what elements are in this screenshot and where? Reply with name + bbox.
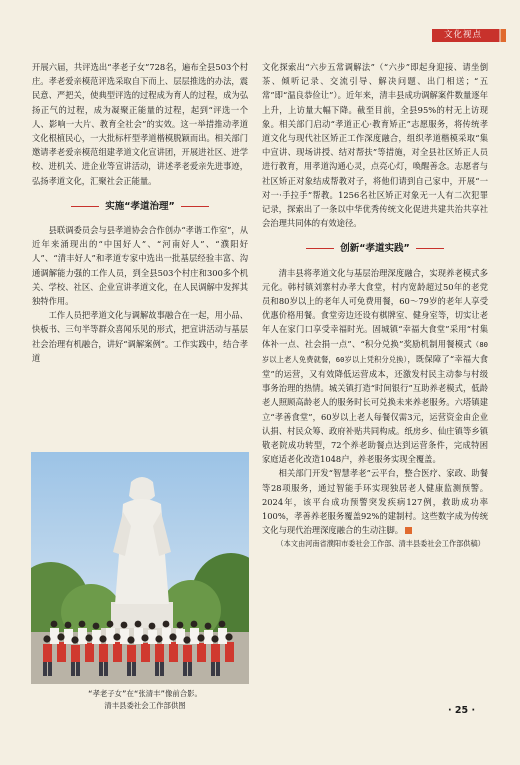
- group-photo: [31, 452, 249, 684]
- section-tab-arrow: [494, 29, 506, 42]
- right-paragraph-2: [262, 266, 488, 467]
- right-paragraph-3: [262, 466, 488, 537]
- photo-caption: [40, 688, 250, 712]
- left-paragraph-1: 开展六届，共评选出“孝老子女”728名，遍布全县503个村庄。孝老爱亲模范评选采取自下而上、层层推选的办法，震民意、严把关，使典型评选的过程成为育人的过程，成为弘扬正气的过程，成为凝聚正能量的过程，起到“评选一个人、影响一大片、教育全社会”的实效。这一举措推动孝道文化根植民心，一大批标杆型孝道楷模脱颖而出。相关部门邀请孝老爱亲模范组建孝道文化宣讲团，开展进社区、进学校、进机关、进企业等宣讲活动，讲述孝老爱亲先进事迹，弘扬孝道文化，汇聚社会正能量。: [32, 62, 248, 186]
- heading-practice: [262, 242, 488, 256]
- caption-line-2: 清丰县委社会工作部供图: [104, 701, 186, 710]
- section-label: 文化视点: [432, 29, 494, 42]
- heading-text: 实施“孝道治理”: [105, 200, 175, 212]
- heading-rule-left: [71, 206, 99, 207]
- end-mark-icon: [405, 527, 412, 534]
- heading-text: 创新“孝道实践”: [340, 243, 410, 255]
- paragraph-2-note: （80岁以上老人免费就餐，60岁以上凭积分兑换）: [262, 339, 488, 364]
- caption-line-1: “孝老子女”在“张清丰”像前合影。: [88, 689, 202, 698]
- paragraph-3-text: 相关部门开发“智慧孝老”云平台，整合医疗、家政、助餐等28项服务，通过智能手环实现独居老人健康监测预警。2024年，该平台成功预警突发疾病127例，救助成功率100%，孝善养老服务覆盖92%的建制村。这些数字成为传统文化与现代治理深度融合的生动注脚。: [262, 468, 488, 536]
- left-column: [32, 60, 248, 365]
- heading-rule-right: [416, 248, 444, 249]
- heading-rule-right: [181, 206, 209, 207]
- left-paragraph-3: 工作人员把孝道文化与调解故事融合在一起，用小品、快板书、三句半等群众喜闻乐见的形式，把宣讲活动与基层社会治理有机融合，讲好“调解案例”。工作实践中，结合孝道: [32, 310, 248, 363]
- heading-governance: [32, 200, 248, 214]
- heading-rule-left: [306, 248, 334, 249]
- right-column: [262, 60, 488, 550]
- page-number: · 25 ·: [448, 705, 476, 716]
- left-paragraph-2: 县联调委员会与县孝道协会合作创办“孝谐工作室”，从近年来涌现出的“中国好人”、“河南好人”、“濮阳好人”、“清丰好人”和孝道专家中选出一批基层经验丰富、沟通调解能力强的工作人员，到全县503个村庄和300多个机关、学校、社区、企业宣讲孝道文化，在人民调解中发挥其独特作用。: [32, 225, 248, 307]
- paragraph-2-continued: ，既保障了“幸福大食堂”的运营，又有效降低运营成本，还激发村民主动参与村级事务治理的热情。城关镇打造“时间银行”互助养老模式，低龄老人照顾高龄老人的服务时长可兑换未来养老服务。六塔镇建立“孝善食堂”，60岁以上老人每餐仅需3元，运营资金由企业认捐、村民众筹、政府补贴共同构成。纸房乡、仙庄镇等乡镇敬老院成功转型，72个养老助餐点达到运营条件，完成特困家庭适老化改造1048户，养老服务实现全覆盖。: [262, 353, 488, 465]
- paragraph-2-text: 清丰县将孝道文化与基层治理深度融合，实现养老模式多元化。韩村镇刘寨村办孝大食堂，村内宽龄超过50年的老党员和80岁以上的老年人可免费用餐，60～79岁的老年人享受优惠价格用餐。食堂旁边还设有棋牌室、健身室等，切实让老年人在家门口享受幸福时光。固城镇“幸福大食堂”采用“村集体补一点、社会捐一点”、“积分兑换”奖励机制用餐模式: [262, 267, 488, 349]
- article-source: （本文由河南省濮阳市委社会工作部、清丰县委社会工作部供稿）: [276, 538, 485, 548]
- right-paragraph-1: 文化探索出“六步五常调解法”（“六步”即起身迎接、请坐倒茶、倾听记录、交流引导、解决问题、出门相送；“五常”即“温良恭俭让”）。近年来，清丰县成功调解案件数量逐年上升，上访量大幅下降。截至目前，全县95%的村无上访现象。相关部门启动“孝道正心·教育矫正”志愿服务，将传统孝道文化与现代社区矫正工作深度融合，组织孝道楷模采取“集中宣讲、现场讲授、结对帮扶”等措施，对全县社区矫正人员进行教育，用孝道沟通心灵，点亮心灯，唤醒善念。志愿者与社区矫正对象结成帮教对子，将他们请到自己家中，开展“一对一·手拉手”帮教。1256名社区矫正对象无一人有二次犯罪记录，探索出了一条以中华优秀传统文化促进共建共治共享社会治理共同体的有效途径。: [262, 62, 488, 229]
